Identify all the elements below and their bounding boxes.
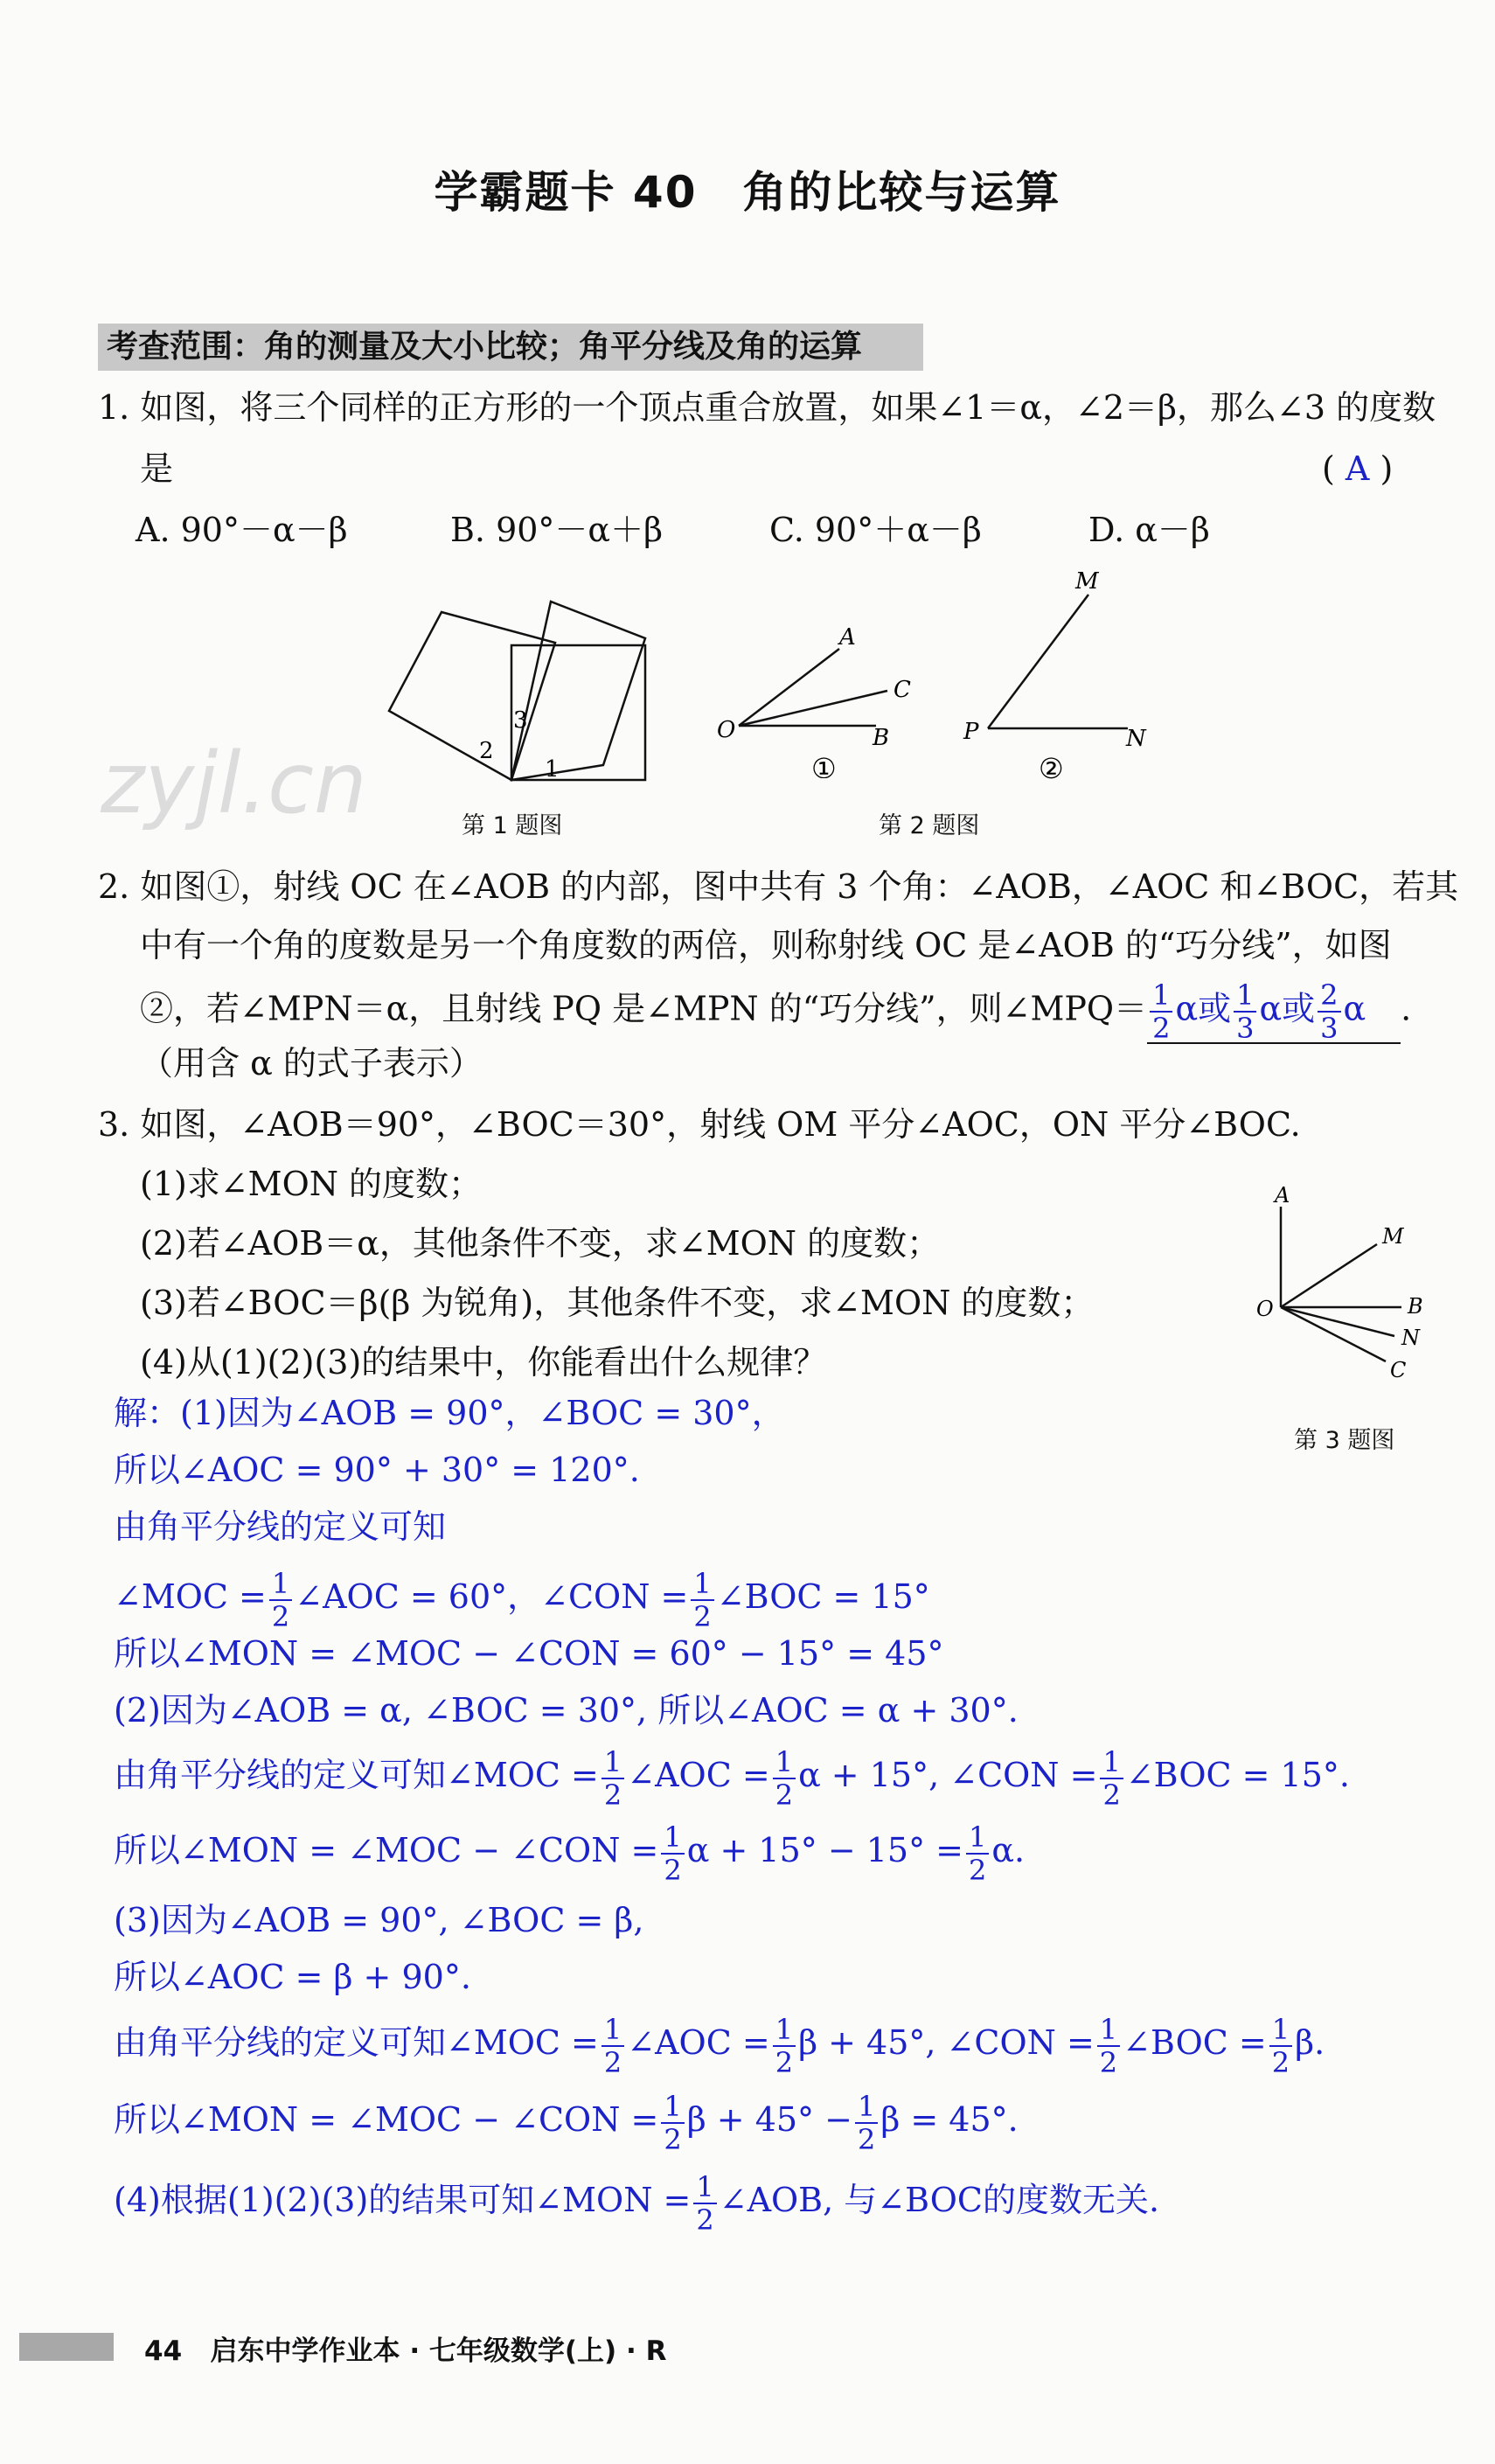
q1-line1: 1. 如图，将三个同样的正方形的一个顶点重合放置，如果∠1＝α，∠2＝β，那么∠3 的度数	[98, 388, 1436, 427]
fig2b-ray-pm	[988, 595, 1088, 728]
fig3-ray-om	[1281, 1244, 1377, 1307]
q2-line2: 中有一个角的度数是另一个角度数的两倍，则称射线 OC 是∠AOB 的“巧分线”，如图	[140, 926, 1392, 964]
q3-part4: (4)从(1)(2)(3)的结果中，你能看出什么规律？	[140, 1343, 827, 1382]
q1-option-c: C. 90°＋α－β	[769, 511, 982, 549]
figure-2a	[708, 577, 935, 778]
fig3-ray-oc	[1281, 1307, 1386, 1361]
fig2a-label-a: A	[839, 624, 856, 651]
fig2-caption: 第 2 题图	[879, 812, 980, 839]
sol-line6: (2)因为∠AOB = α, ∠BOC = 30°, 所以∠AOC = α + 30°.	[114, 1691, 1019, 1730]
figure-3	[1246, 1176, 1447, 1403]
q1-answer-value: A	[1345, 449, 1370, 488]
fig3-label-b: B	[1408, 1294, 1423, 1319]
fig3-label-c: C	[1390, 1358, 1407, 1382]
footer-bar	[19, 2333, 114, 2361]
sol-line7: 由角平分线的定义可知∠MOC = $\frac{1}{2}$ ∠AOC = $\frac{1}{2}$ α + 15°, ∠CON = $\frac{1}{2}$ ∠BOC = 15°.	[114, 1744, 1350, 1812]
sol-line11: 由角平分线的定义可知∠MOC = $\frac{1}{2}$ ∠AOC = $\frac{1}{2}$ β + 45°, ∠CON = $\frac{1}{2}$ ∠BOC = $\frac{1}{2}$ β.	[114, 2012, 1325, 2079]
sol-line12: 所以∠MON = ∠MOC − ∠CON = $\frac{1}{2}$ β + 45° − $\frac{1}{2}$ β = 45°.	[114, 2089, 1019, 2156]
page-number: 44	[144, 2335, 183, 2367]
figure-2b	[953, 564, 1163, 783]
q2-frac-b: $\frac{1}{3}$	[1234, 981, 1256, 1042]
footer	[144, 2328, 666, 2368]
q2-frac-a: $\frac{1}{2}$	[1150, 981, 1172, 1042]
page-title: 学霸题卡 40 角的比较与运算	[434, 167, 1061, 218]
scope-banner: 考查范围：角的测量及大小比较；角平分线及角的运算	[98, 324, 923, 371]
fig3-caption: 第 3 题图	[1294, 1427, 1395, 1454]
sol-line3: 由角平分线的定义可知	[114, 1507, 447, 1546]
fig2b-label-p: P	[963, 719, 979, 745]
fig1-square-a	[511, 602, 645, 780]
sol-line4: ∠MOC = $\frac{1}{2}$ ∠AOC = 60°，∠CON = $\frac{1}{2}$ ∠BOC = 15°	[114, 1566, 930, 1633]
fig2a-label-o: O	[717, 717, 736, 743]
q1-option-d: D. α－β	[1088, 511, 1210, 549]
q3-line1: 3. 如图，∠AOB＝90°，∠BOC＝30°，射线 OM 平分∠AOC，ON 平分∠BOC.	[98, 1105, 1301, 1144]
q2-line3-text: ②，若∠MPN＝α，且射线 PQ 是∠MPN 的“巧分线”，则∠MPQ＝	[140, 989, 1148, 1028]
sol-line2: 所以∠AOC = 90° + 30° = 120°.	[114, 1451, 640, 1489]
q1-line2: 是	[140, 449, 174, 488]
q1-answer: ( A )	[1322, 449, 1394, 488]
q3-part1: (1)求∠MON 的度数；	[140, 1165, 483, 1203]
q2-frac-c: $\frac{2}{3}$	[1318, 981, 1340, 1042]
sol-line9: (3)因为∠AOB = 90°, ∠BOC = β,	[114, 1901, 644, 1939]
fig2a-number: ①	[811, 752, 837, 778]
sol-line13: (4)根据(1)(2)(3)的结果可知∠MON = $\frac{1}{2}$ ∠AOB, 与∠BOC的度数无关.	[114, 2169, 1160, 2237]
fig3-label-m: M	[1382, 1224, 1404, 1249]
fig1-label-1: 1	[545, 756, 560, 783]
q2-line4: （用含 α 的式子表示）	[140, 1044, 483, 1082]
q2-line3: ②，若∠MPN＝α，且射线 PQ 是∠MPN 的“巧分线”，则∠MPQ＝ $\frac{1}{2}$ α或 $\frac{1}{3}$ α或 $\frac{2}{3}$ α .	[140, 978, 1412, 1045]
watermark: zyjl.cn	[101, 734, 367, 832]
fig1-caption: 第 1 题图	[462, 812, 563, 839]
fig3-label-n: N	[1401, 1326, 1420, 1350]
fig2b-number: ②	[1039, 752, 1064, 783]
q1-option-a: A. 90°－α－β	[136, 511, 348, 549]
q2-line1: 2. 如图①，射线 OC 在∠AOB 的内部，图中共有 3 个角：∠AOB，∠AOC 和∠BOC，若其	[98, 867, 1459, 906]
q3-part3: (3)若∠BOC＝β(β 为锐角)，其他条件不变，求∠MON 的度数；	[140, 1284, 1095, 1322]
fig2a-label-c: C	[894, 677, 911, 703]
sol-line1: 解：(1)因为∠AOB = 90°，∠BOC = 30°，	[114, 1394, 785, 1432]
book-title: 启东中学作业本 · 七年级数学(上) · R	[210, 2335, 667, 2367]
q3-part2: (2)若∠AOB＝α，其他条件不变，求∠MON 的度数；	[140, 1224, 941, 1263]
fig3-ray-on	[1281, 1307, 1394, 1336]
fig1-square-c	[511, 645, 645, 780]
sol-line10: 所以∠AOC = β + 90°.	[114, 1958, 471, 1996]
fig3-label-a: A	[1275, 1183, 1290, 1208]
q1-option-b: B. 90°－α＋β	[450, 511, 664, 549]
figure-1	[367, 586, 664, 796]
sol-line8: 所以∠MON = ∠MOC − ∠CON = $\frac{1}{2}$ α + 15° − 15° = $\frac{1}{2}$ α.	[114, 1820, 1026, 1887]
fig2a-label-b: B	[873, 725, 890, 751]
fig1-label-3: 3	[513, 707, 528, 734]
sol-line5: 所以∠MON = ∠MOC − ∠CON = 60° − 15° = 45°	[114, 1634, 944, 1673]
fig3-label-o: O	[1256, 1297, 1274, 1321]
fig2b-label-n: N	[1126, 726, 1146, 752]
fig1-label-2: 2	[479, 738, 494, 764]
fig2b-label-m: M	[1075, 568, 1099, 595]
q2-answer: $\frac{1}{2}$ α或 $\frac{1}{3}$ α或 $\frac{2}{3}$ α	[1147, 981, 1401, 1044]
